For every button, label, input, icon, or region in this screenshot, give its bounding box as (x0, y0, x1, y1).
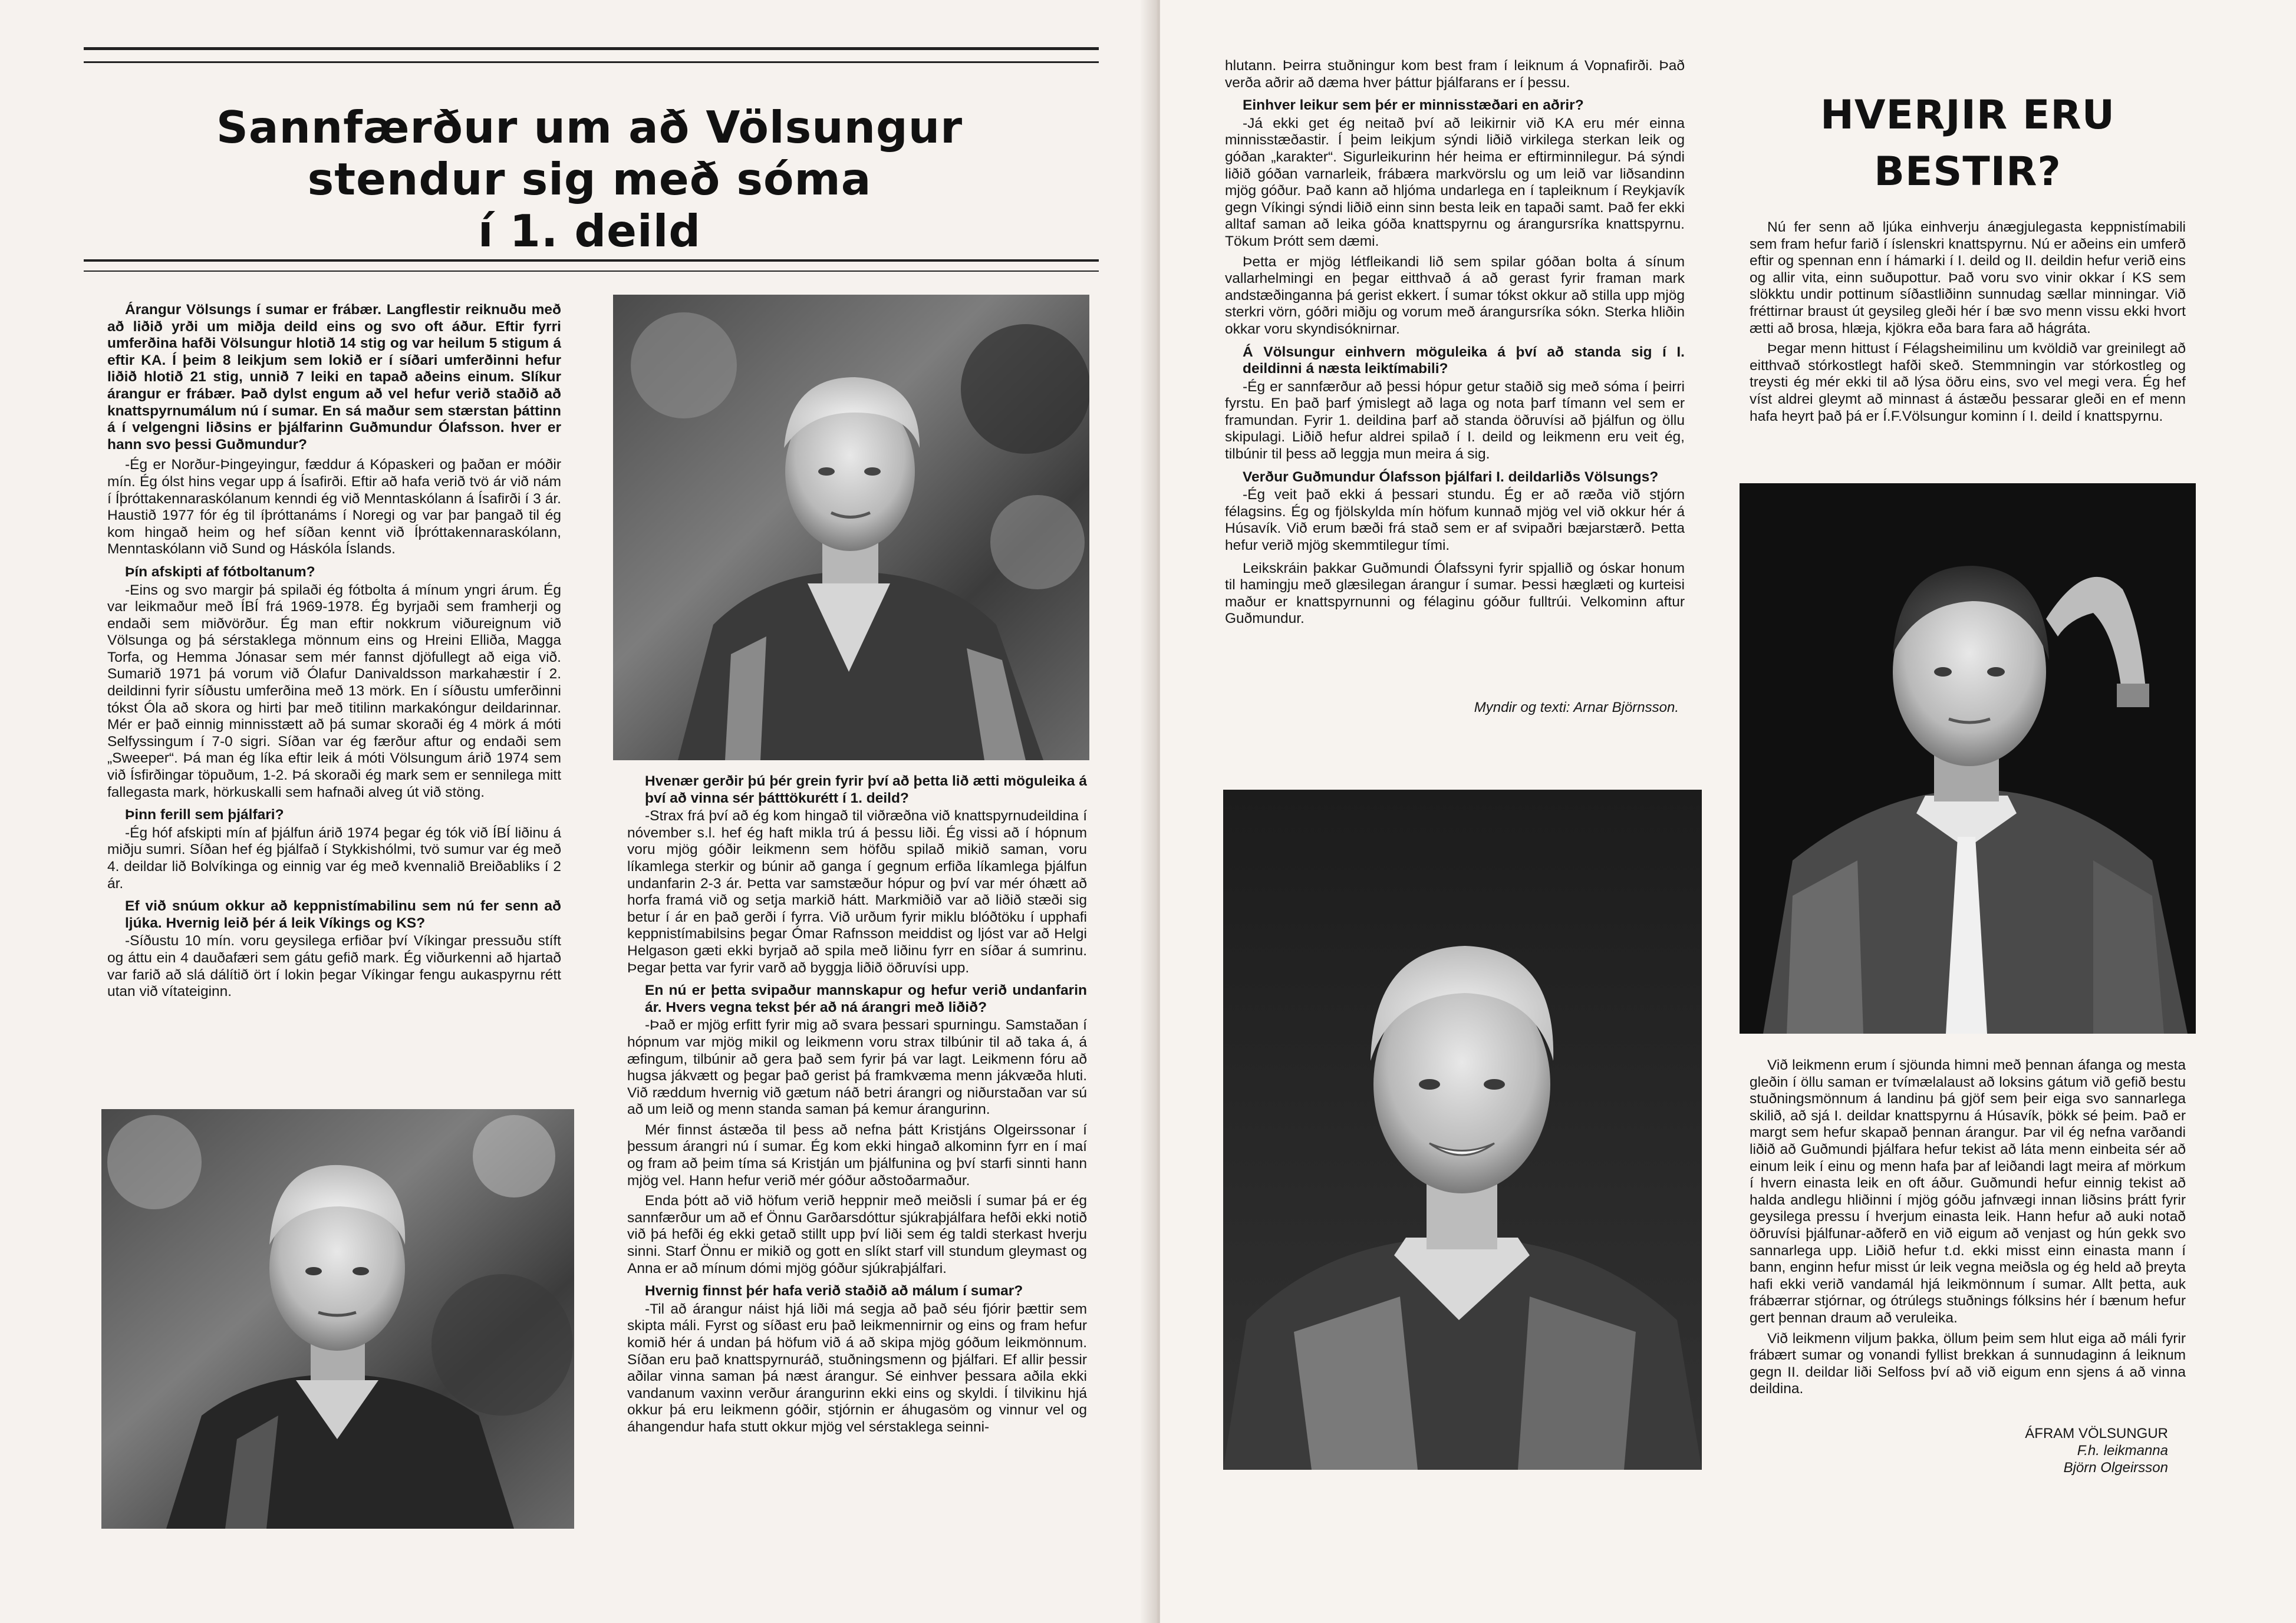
interview-question: Á Völsungur einhvern möguleika á því að standa sig í I. deildinni á næsta leiktímabili? (1243, 344, 1685, 377)
signature-slogan: ÁFRAM VÖLSUNGUR (2025, 1426, 2168, 1441)
column-1 (107, 302, 561, 1091)
interview-question: Hvernig finnst þér hafa verið staðið að málum í sumar? (645, 1283, 1023, 1299)
column-3 (1225, 58, 1685, 724)
headline-line-1: Sannfærður um að Völsungur (216, 101, 963, 153)
answer-paragraph: -Ég hóf afskipti mín af þjálfun árið 1974 þegar ég tók við ÍBÍ liðinu á miðju sumri. Síðan hef ég þjálfað í Stykkishólmi, tvö sumur var ég með 4. deildar lið Bolvíkinga og einnig var ég með kvennalið Breiðabliks í 2 ár. (107, 824, 561, 892)
coach-portrait-photo-top (613, 295, 1089, 760)
article-intro: Árangur Völsungs í sumar er frábær. Langflestir reiknuðu með að liðið yrði um miðja deild eins og svo oft áður. Eftir fyrri umferðina hafði Völsungur hlotið 14 stig og var heilum 5 stigum á eftir KA. Í þeim 8 leikjum sem lokið er í síðari umferðinni hefur liðið hlotið 21 stig, unnið 7 leiki en tapað aðeins einum. Slíkur árangur er frábær. Það dylst engum að vel hefur verið staðið að knattspyrnumálum nú í sumar. En sá maður sem stærstan þáttinn á í velgengni liðsins er þjálfarinn Guðmundur Ólafsson. hver er hann svo þessi Guðmundur? (107, 302, 561, 453)
column-headline (1750, 87, 2186, 200)
column-4-bottom (1750, 1057, 2186, 1423)
coach-portrait-photo-right (1223, 790, 1702, 1470)
answer-paragraph: Mér finnst ástæða til þess að nefna þátt Kristjáns Olgeirssonar í þessum árangri nú í sumar. Ég kom ekki hingað alkominn fyrr en í maí og fram að þeim tíma sá Kristján um þjálfunina og því starfi sinnti hann mjög vel. Hann hefur verið mér góður aðstoðarmaður. (627, 1121, 1087, 1189)
interview-question: Hvenær gerðir þú þér grein fyrir því að þetta lið ætti möguleika á því að vinna sér þátttökurétt í 1. deild? (645, 773, 1087, 806)
headline-rule-bottom (84, 259, 1099, 262)
interview-question: Einhver leikur sem þér er minnisstæðari en aðrir? (1243, 97, 1584, 114)
answer-paragraph: -Já ekki get ég neitað því að leikirnir við KA eru mér einna minnisstæðastir. Í þeim leikjum sýndi liðið virkilega sterkan leik og góðan „karakter“. Sigurleikurinn hér heima er eftirminnilegur. Þá sýndi liðið góðan varnarleik, frábæra markvörslu og um leið var liðsandinn mjög góður. Það kann að hljóma undarlega en í tapleiknum í Reykjavík gegn Víkingi sýndi liðið einn sinn besta leik en tapaði samt. Það fer ekki alltaf saman að leika góða knattspyrnu og árangursríka knattspyrnu. Tökum Þrótt sem dæmi. (1225, 115, 1685, 249)
right-page (1160, 0, 2296, 1623)
interview-question: Ef við snúum okkur að keppnistímabilinu sem nú fer senn að ljúka. Hvernig leið þér á leik Víkings og KS? (125, 898, 561, 931)
headline-line-2: BESTIR? (1874, 149, 2061, 195)
body-paragraph: Þegar menn hittust í Félagsheimilinu um kvöldið var greinilegt að eitthvað stórkostlegt hafði skeð. Stemmningin var stórkostleg og treysti ég mér ekki til að lýsa öðru eins, svo vel megi vera. Ég hef víst aldrei gleymt að minnast á ástæðu þessarar gleði en ef menn hafa heyrt það þá er Í.F.Völsungur kominn í I. deild í knattspyrnu. (1750, 341, 2186, 424)
headline-line-3: í 1. deild (477, 205, 701, 257)
column-4-top (1750, 219, 2186, 467)
answer-paragraph: -Það er mjög erfitt fyrir mig að svara þessari spurningu. Samstaðan í hópnum var mjög mikil og leikmenn voru strax tilbúnir til að taka á, á æfingum, tilbúnir að gera það sem fyrir þá var lagt. Leikmenn fóru að hugsa jákvætt og þegar það gerist þá framkvæma menn jákvæða hluti. Við ræddum hvernig við gætum náð betri árangri og niðurstaðan var sú að um leið og menn standa saman þá kemur árangurinn. (627, 1017, 1087, 1118)
interview-question: En nú er þetta svipaður mannskapur og hefur verið undanfarin ár. Hvers vegna tekst þér að ná árangri með liðið? (645, 982, 1087, 1015)
headline-rule-bottom-thin (84, 270, 1099, 272)
closing-paragraph: Leikskráin þakkar Guðmundi Ólafssyni fyrir spjallið og óskar honum til hamingju með glæsilegan árangur í sumar. Þessi hæglæti og kurteisi maður er knattspyrnunni og félaginu góður fulltrúi. Velkominn aftur Guðmundur. (1225, 560, 1685, 627)
answer-paragraph: hlutann. Þeirra stuðningur kom best fram í leiknum á Vopnafirði. Það verða aðrir að dæma hver þáttur þjálfarans er í þessu. (1225, 58, 1685, 91)
headline-line-1: HVERJIR ERU (1820, 92, 2115, 138)
signature-role: F.h. leikmanna (2077, 1443, 2168, 1459)
interview-question: Verður Guðmundur Ólafsson þjálfari I. deildarliðs Völsungs? (1243, 469, 1659, 485)
answer-paragraph: -Ég er Norður-Þingeyingur, fæddur á Kópaskeri og þaðan er móðir mín. Ég ólst hins vegar upp á Ísafirði. Eftir að hafa verið tvö ár við nám í Íþróttakennaraskólanum kenndi ég við Menntaskólann á Ísafirði í 3 ár. Haustið 1977 fór ég til íþróttanáms í Noregi og var þar þangað til ég kom hingað heim og hef síðan kennt við Íþróttakennaraskólann, Menntaskólann við Sund og Háskóla Íslands. (107, 457, 561, 558)
player-portrait-photo (1740, 483, 2196, 1034)
body-paragraph: Við leikmenn viljum þakka, öllum þeim sem hlut eiga að máli fyrir frábært sumar og vonandi fyllist brekkan á sunnudaginn á leiknum gegn II. deildar liði Selfoss því að við eigum enn sjens á að vinna deildina. (1750, 1330, 2186, 1397)
top-rule-thick (84, 47, 1099, 50)
headline-line-2: stendur sig með sóma (307, 153, 872, 205)
answer-paragraph: -Síðustu 10 mín. voru geysilega erfiðar því Víkingar pressuðu stíft og áttu ein 4 dauðafæri sem gátu gefið mark. Ég viðurkenni að hjartað var farið að slá dálítið ört í lokin þegar Víkingar fengu aukaspyrnu rétt utan við vítateiginn. (107, 933, 561, 1000)
coach-portrait-photo-bottom (101, 1109, 574, 1529)
answer-paragraph: -Til að árangur náist hjá liði má segja að það séu fjórir þættir sem skipta máli. Fyrst og síðast eru það leikmennirnir og eins og fram hefur komið hér á undan þá höfum við á að skipa mjög góðum leikmönnum. Síðan eru það knattspyrnuráð, stuðningsmenn og þjálfari. Ef allir þessir aðilar vinna saman þá næst árangur. Sé einhver þessara aðila ekki vandanum vaxinn verður árangurinn ekki eins og skyldi. Í tilvikinu hjá okkur þá eru leikmenn góðir, stjórnin er áhugasöm og vinnur vel og áhangendur hafa stutt okkur mjög vel sérstaklega seinni- (627, 1301, 1087, 1435)
photo-text-credit: Myndir og texti: Arnar Björnsson. (1474, 700, 1679, 715)
column-2 (627, 773, 1087, 1551)
interview-question: Þín afskipti af fótboltanum? (125, 563, 315, 580)
answer-paragraph: -Strax frá því að ég kom hingað til viðræðna við knattspyrnudeildina í nóvember s.l. hef ég haft mikla trú á þessu liði. Ég vissi að í hópnum voru mjög góðir leikmenn sem höfðu spilað mikið saman, voru líkamlega sterkir og búnir að ganga í gegnum erfiða líkamlega þjálfun undanfarin 2-3 ár. Þetta var samstæður hópur og því var mér óhætt að horfa framá við og setja markið hátt. Markmiðið var að liðið stæði sig betur í ár en það gerði í fyrra. Við urðum fyrir miklu blóðtöku í upphafi keppnistímabilsins þegar Ómar Rafnsson meiddist og ljóst var að Helgi Helgason gæti ekki byrjað að spila með liðinu fyrr en síðar á sumrinu. Þegar þetta var fyrir varð að byggja liðið öðruvísi upp. (627, 808, 1087, 976)
interview-question: Þinn ferill sem þjálfari? (125, 807, 284, 823)
signature-block (1891, 1425, 2168, 1476)
answer-paragraph: Enda þótt að við höfum verið heppnir með meiðsli í sumar þá er ég sannfærður um að ef Önnu Garðarsdóttur sjúkraþjálfara hefði ekki notið við þá hefði ég ekki getað stillt upp því liði sem ég taldi sterkast hverju sinni. Starf Önnu er mikið og gott en slíkt starf vill stundum gleymast og Anna er að mínum dómi mjög góður sjúkraþjálfari. (627, 1193, 1087, 1276)
answer-paragraph: -Eins og svo margir þá spilaði ég fótbolta á mínum yngri árum. Ég var leikmaður með ÍBÍ frá 1969-1978. Ég byrjaði sem framherji og endaði sem miðvörður. Ég man eftir nokkrum viðureignum við Völsunga og þá sérstaklega mönnum eins og Hreini Elliða, Magga Torfa, og Hemma Jónasar sem mér fannst djöfullegt að eiga við. Sumarið 1971 þá vorum við Ólafur Danivaldsson markahæstir í 2. deildinni fyrir síðustu umferðina með 13 mörk. En í síðustu umferðinni tókst Óla að skora og hirti þar með titilinn markakóngur deildarinnar. Mér er það einnig minnisstætt að þá sumar skoraði ég 4 mörk á móti Selfyssingum í 7-0 sigri. Síðan var ég færður aftur og endaði sem „Sweeper“. Þá man ég líka eftir leik á móti Völsungum árið 1974 sem við Ísfirðingar töpuðum, 1-2. Þá skoraði ég mark sem er sennilega mitt fallegasta mark, hörkuskalli sem hafnaði alveg út við stöng. (107, 582, 561, 800)
article-headline (118, 101, 1061, 257)
signature-author: Björn Olgeirsson (2063, 1460, 2168, 1476)
answer-paragraph: -Ég veit það ekki á þessari stundu. Ég er að ræða við stjórn félagsins. Ég og fjölskylda mín höfum kunnað mjög vel við okkur hér á Húsavík. Við erum bæði frá stað sem er af svipaðri bæjarstærð. Þetta hefur verið mjög skemmtilegur tími. (1225, 487, 1685, 554)
top-rule-thin (84, 61, 1099, 63)
body-paragraph: Nú fer senn að ljúka einhverju ánægjulegasta keppnistímabili sem fram hefur farið í íslenskri knattspyrnu. Nú er aðeins ein umferð eftir og spennan enn í hámarki í I. deild og II. deildin hefur verið eins og allir vita, einn suðupottur. Það voru svo vinir okkar í KS sem slökktu undir pottinum síðastliðinn sunnudag sællar minningar. Við fréttirnar braust út geysileg gleði hér í bæ svo menn vissu ekki hvort ætti að brosa, hlæja, kjökra eða bara fara að hágráta. (1750, 219, 2186, 337)
answer-paragraph: Þetta er mjög létfleikandi lið sem spilar góðan bolta á sínum vallarhelmingi en þegar eitthvað á að gerast fyrir framan mark andstæðinganna þá gerist ekkert. Í sumar tókst okkur að stilla upp mjög sterkri vörn, góðri miðju og vorum með árangursríka sókn. Sterka hliðin okkar voru skyndisóknirnar. (1225, 253, 1685, 337)
answer-paragraph: -Ég er sannfærður að þessi hópur getur staðið sig með sóma í þeirri fyrstu. En það þarf ýmislegt að laga og nota þarf tímann vel sem er framundan. Fyrir 1. deildina þarf að standa öðruvísi að þjálfun og öllu skipulagi. Liðið hefur aldrei spilað í I. deild og leikmenn eru veit ég, tilbúnir til þess að leggja mun meira á sig. (1225, 378, 1685, 463)
body-paragraph: Við leikmenn erum í sjöunda himni með þennan áfanga og mesta gleðin í öllu saman er tvímælalaust að loksins gátum við gefið bestu stuðningsmönnum á landinu þá gjöf sem þeir eiga svo sannarlega skilið, að sjá I. deildar knattspyrnu á Húsavík, þökk sé þeim. Það er margt sem hefur skapað þennan árangur. Þar vil ég nefna varðandi liðið að Guðmundi þjálfara hefur tekist að láta menn einbeita sér að einum leik í einu og menn hafa þar af leiðandi lagt meira af mörkum í hvern einasta leik en oft áður. Guðmundi hefur einnig tekist að halda andlegu hliðinni í mjög góðu jafnvægi innan liðsins þrátt fyrir geysilega pressu í hverjum einasta leik. Hann hefur að auki notað öðruvísi þjálfunar-aðferð en við eigum að venjast og hún gekk svo sannarlega upp. Liðið hefur t.d. ekki misst einn einasta mann í bann, enginn hefur misst úr leik vegna meiðsla og ég held að þreyta hafi ekki verið vandamál hjá leikmönnum í sumar. Allt þetta, auk frábærrar stjórnar, og ótrúlegs stuðnings fólksins hér í bænum hefur gert þennan draum að veruleika. (1750, 1057, 2186, 1326)
